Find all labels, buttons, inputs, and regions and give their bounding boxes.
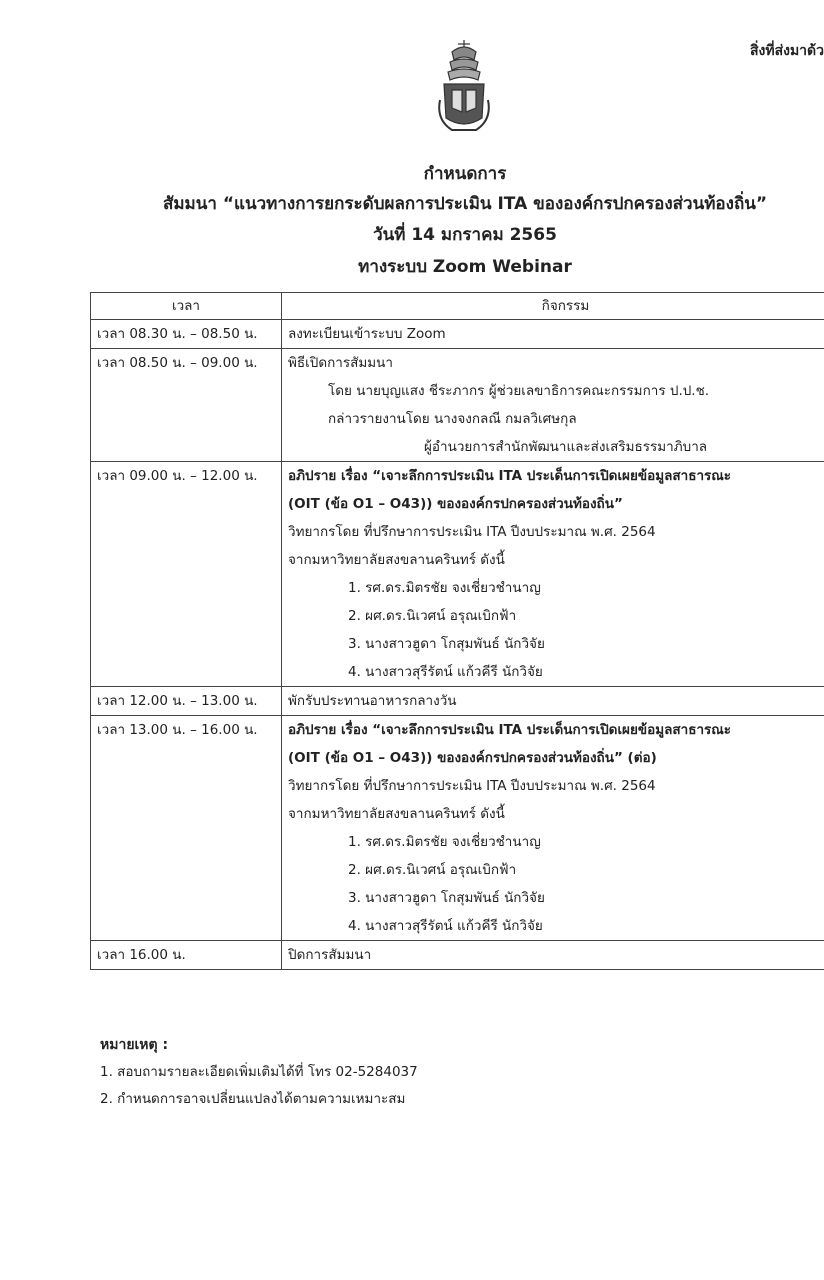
title-seminar: สัมมนา “แนวทางการยกระดับผลการประเมิน ITA ขององค์กรปกครองส่วนท้องถิ่น” [162,194,768,214]
speaker-line: 3. นางสาวฮูดา โกสุมพันธ์ นักวิจัย [348,890,545,906]
table-header-row [91,293,824,320]
activity-cell [282,941,824,970]
nacc-emblem-logo [432,38,496,138]
time-cell: เวลา 13.00 น. – 16.00 น. [91,716,282,941]
note-item: 2. กำหนดการอาจเปลี่ยนแปลงได้ตามความเหมาะสม [100,1091,406,1107]
schedule-table [90,292,824,970]
activity-line: (OIT (ข้อ O1 – O43)) ขององค์กรปกครองส่วนท้องถิ่น” (ต่อ) [288,750,657,766]
table-row [91,941,824,970]
activity-line: วิทยากรโดย ที่ปรึกษาการประเมิน ITA ปีงบประมาณ พ.ศ. 2564 [288,524,656,540]
note-item: 1. สอบถามรายละเอียดเพิ่มเติมได้ที่ โทร 02-5284037 [100,1064,418,1080]
activity-cell [282,320,824,349]
activity-cell [282,687,824,716]
table-row [91,462,824,687]
activity-line: อภิปราย เรื่อง “เจาะลึกการประเมิน ITA ประเด็นการเปิดเผยข้อมูลสาธารณะ [288,468,732,484]
activity-cell [282,716,824,941]
speaker-line: 2. ผศ.ดร.นิเวศน์ อรุณเบิกฟ้า [348,862,517,878]
speaker-line: 4. นางสาวสุรีรัตน์ แก้วคีรี นักวิจัย [348,664,543,680]
table-row [91,716,824,941]
speaker-line: 2. ผศ.ดร.นิเวศน์ อรุณเบิกฟ้า [348,608,517,624]
speaker-line: 3. นางสาวฮูดา โกสุมพันธ์ นักวิจัย [348,636,545,652]
table-row [91,320,824,349]
speaker-line: 1. รศ.ดร.มิตรชัย จงเชี่ยวชำนาญ [348,580,541,596]
time-cell: เวลา 08.30 น. – 08.50 น. [91,320,282,349]
speaker-line: 1. รศ.ดร.มิตรชัย จงเชี่ยวชำนาญ [348,834,541,850]
table-row [91,687,824,716]
time-cell: เวลา 12.00 น. – 13.00 น. [91,687,282,716]
activity-line: จากมหาวิทยาลัยสงขลานครินทร์ ดังนี้ [288,806,505,822]
activity-line: พักรับประทานอาหารกลางวัน [288,693,457,709]
activity-line: (OIT (ข้อ O1 – O43)) ขององค์กรปกครองส่วนท้องถิ่น” [288,496,623,512]
column-header-activity: กิจกรรม [282,293,824,320]
activity-cell [282,462,824,687]
title-date: วันที่ 14 มกราคม 2565 [373,225,557,245]
activity-line: พิธีเปิดการสัมมนา [288,355,393,371]
activity-line: ปิดการสัมมนา [288,947,372,963]
activity-line: อภิปราย เรื่อง “เจาะลึกการประเมิน ITA ประเด็นการเปิดเผยข้อมูลสาธารณะ [288,722,732,738]
activity-line: วิทยากรโดย ที่ปรึกษาการประเมิน ITA ปีงบประมาณ พ.ศ. 2564 [288,778,656,794]
activity-line: จากมหาวิทยาลัยสงขลานครินทร์ ดังนี้ [288,552,505,568]
time-cell: เวลา 09.00 น. – 12.00 น. [91,462,282,687]
column-header-time: เวลา [91,293,282,320]
activity-cell [282,349,824,462]
activity-line: ผู้อำนวยการสำนักพัฒนาและส่งเสริมธรรมาภิบาล [424,439,708,455]
attachment-label: สิ่งที่ส่งมาด้ว [749,43,824,59]
activity-line: กล่าวรายงานโดย นางจงกลณี กมลวิเศษกุล [328,411,577,427]
activity-line: ลงทะเบียนเข้าระบบ Zoom [288,326,446,342]
table-row [91,349,824,462]
time-cell: เวลา 08.50 น. – 09.00 น. [91,349,282,462]
title-schedule: กำหนดการ [423,164,507,184]
time-cell: เวลา 16.00 น. [91,941,282,970]
notes-title: หมายเหตุ : [100,1037,169,1053]
speaker-line: 4. นางสาวสุรีรัตน์ แก้วคีรี นักวิจัย [348,918,543,934]
title-platform: ทางระบบ Zoom Webinar [358,257,572,277]
activity-line: โดย นายบุญแสง ชีระภากร ผู้ช่วยเลขาธิการคณะกรรมการ ป.ป.ช. [328,383,710,399]
